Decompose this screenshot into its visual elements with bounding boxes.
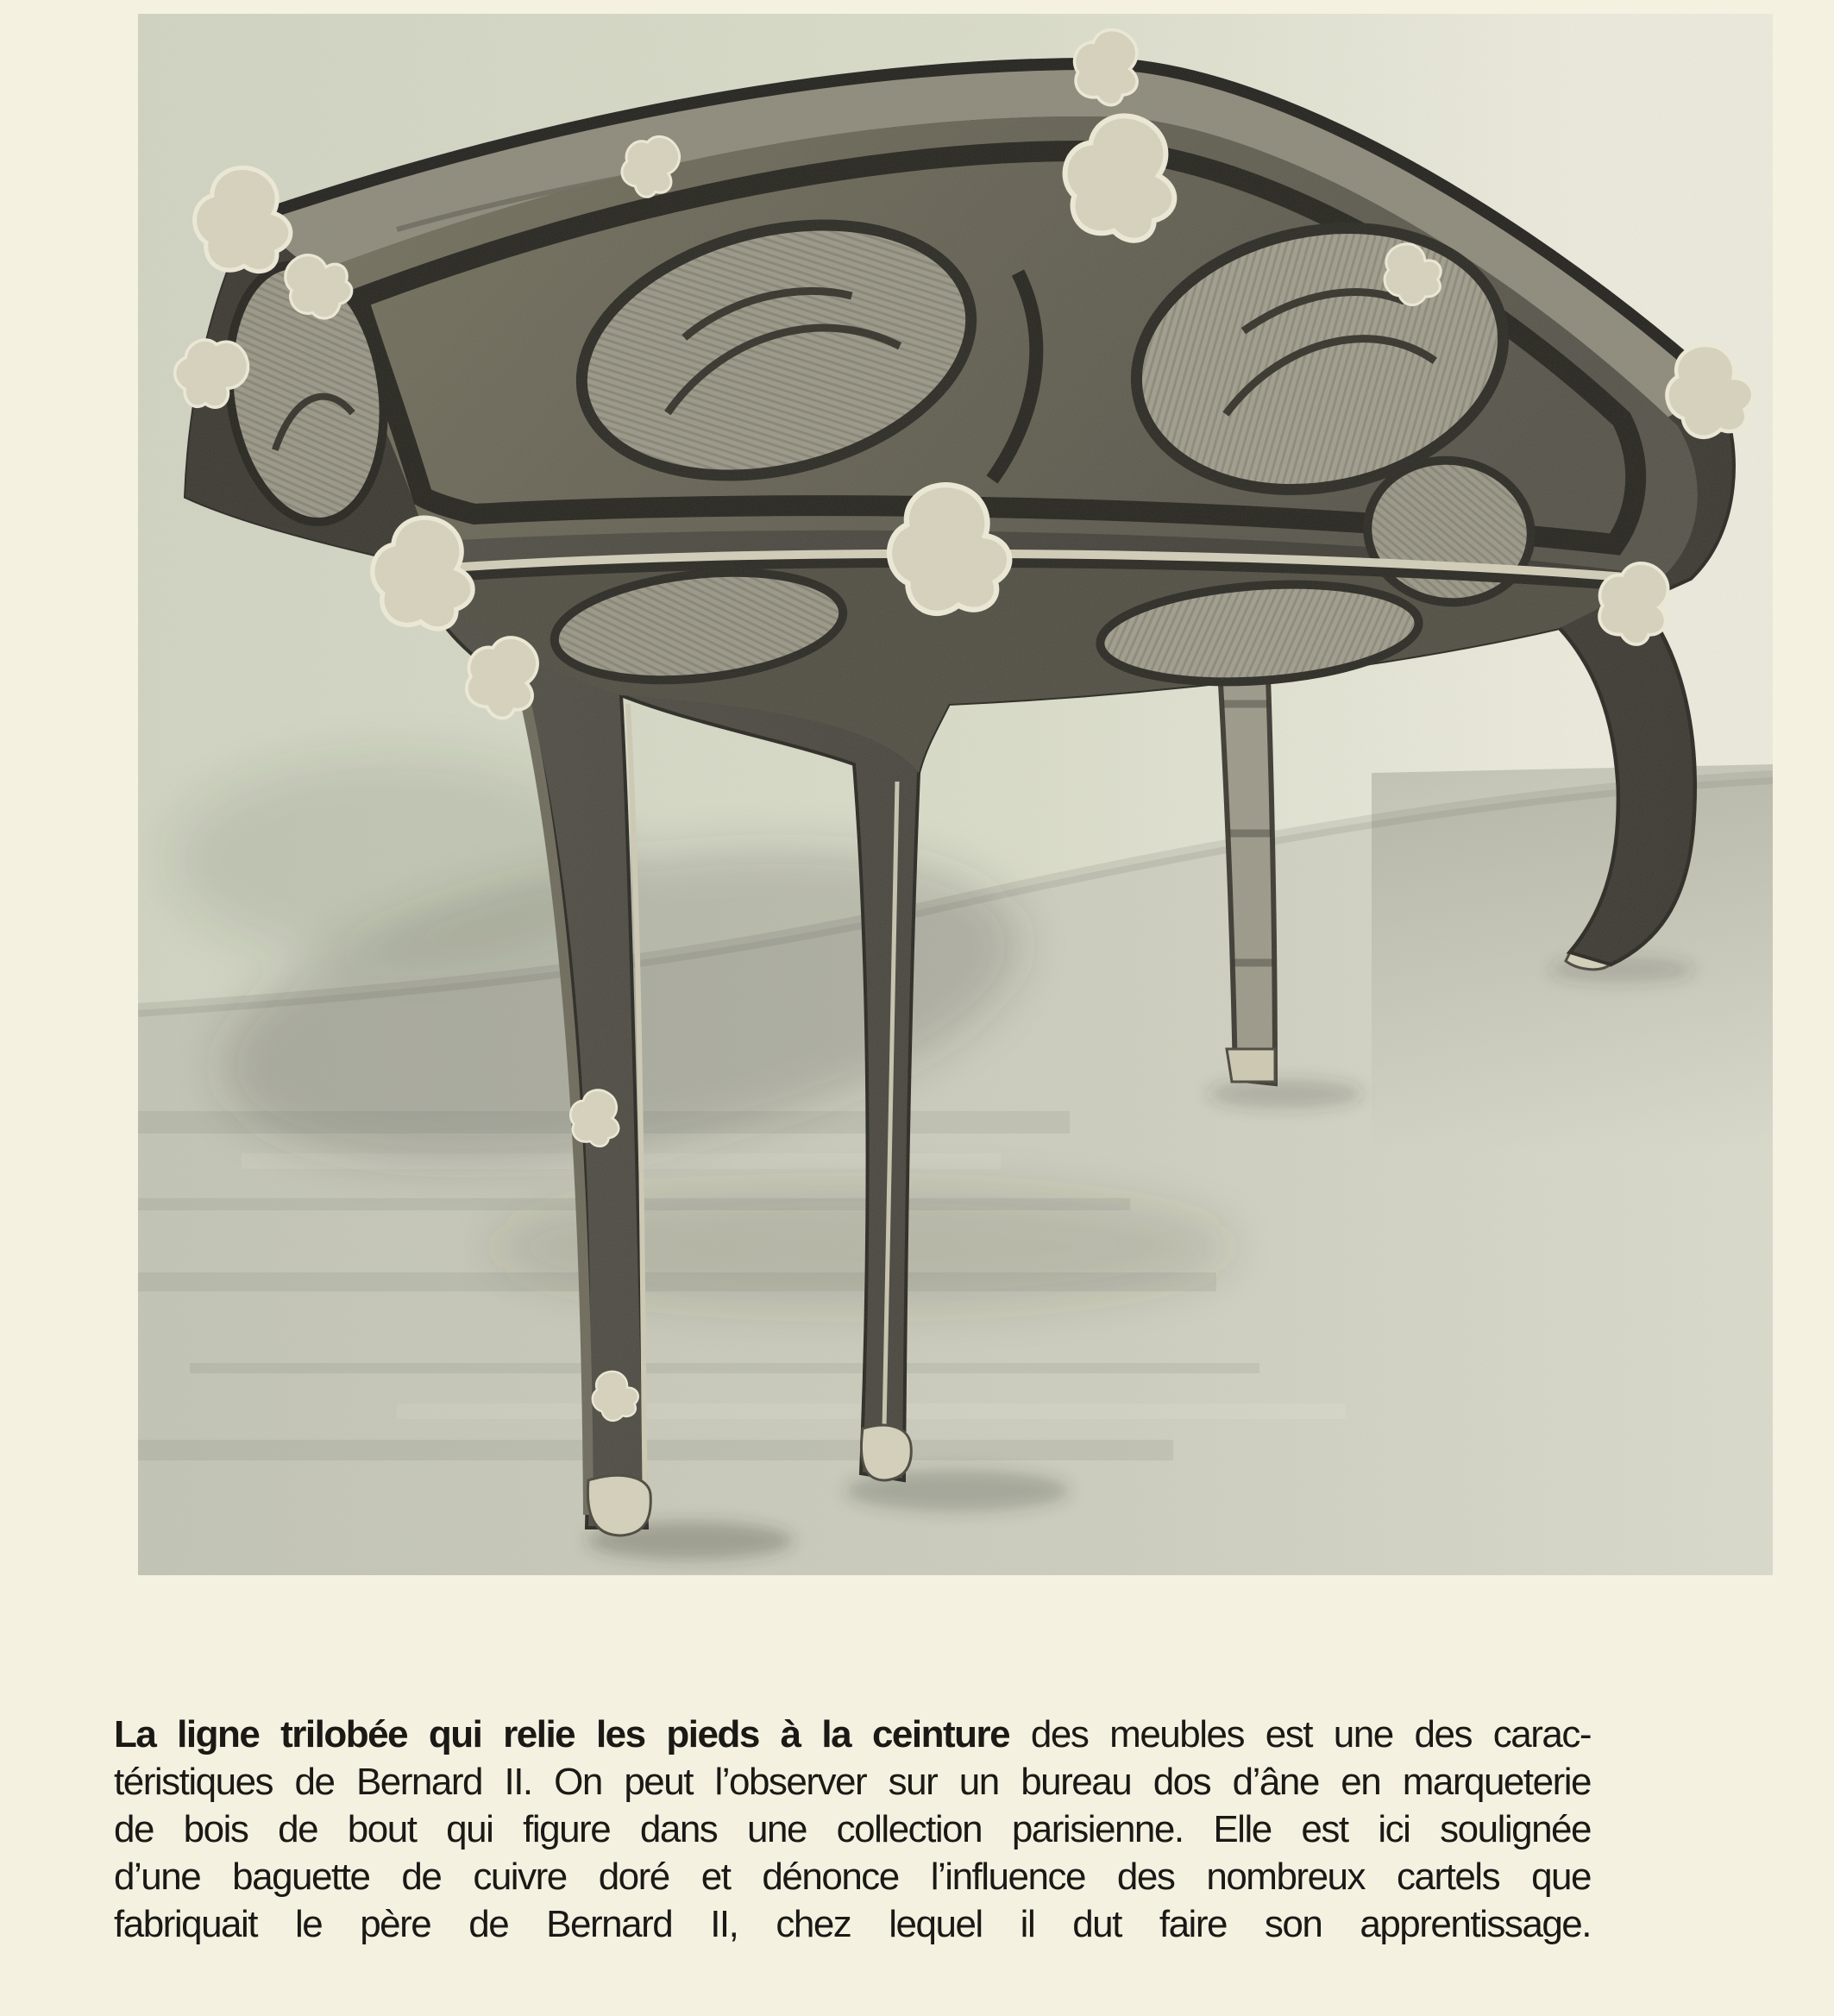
caption-line	[114, 1853, 1591, 1900]
caption-bold-lead: La ligne trilobée qui relie les pieds à la ceinture	[114, 1713, 1010, 1755]
photo-grain	[138, 14, 1773, 1575]
caption-text: de bois de bout qui figure dans une collection parisienne. Elle est ici soulignée	[114, 1808, 1591, 1850]
caption-line	[114, 1806, 1591, 1853]
caption-text: fabriquait le père de Bernard II, chez lequel il dut faire son apprentissage.	[114, 1903, 1591, 1945]
caption-line	[114, 1900, 1591, 1948]
caption-text: téristiques de Bernard II. On peut l’observer sur un bureau dos d’âne en marqueterie	[114, 1761, 1591, 1803]
caption	[114, 1711, 1591, 1948]
desk-photo-illustration	[138, 14, 1773, 1575]
caption-line	[114, 1758, 1591, 1806]
caption-text: d’une baguette de cuivre doré et dénonce l’influence des nombreux cartels que	[114, 1856, 1591, 1898]
desk-photograph	[138, 14, 1773, 1575]
caption-text: des meubles est une des carac-	[1009, 1713, 1591, 1755]
caption-line	[114, 1711, 1591, 1758]
